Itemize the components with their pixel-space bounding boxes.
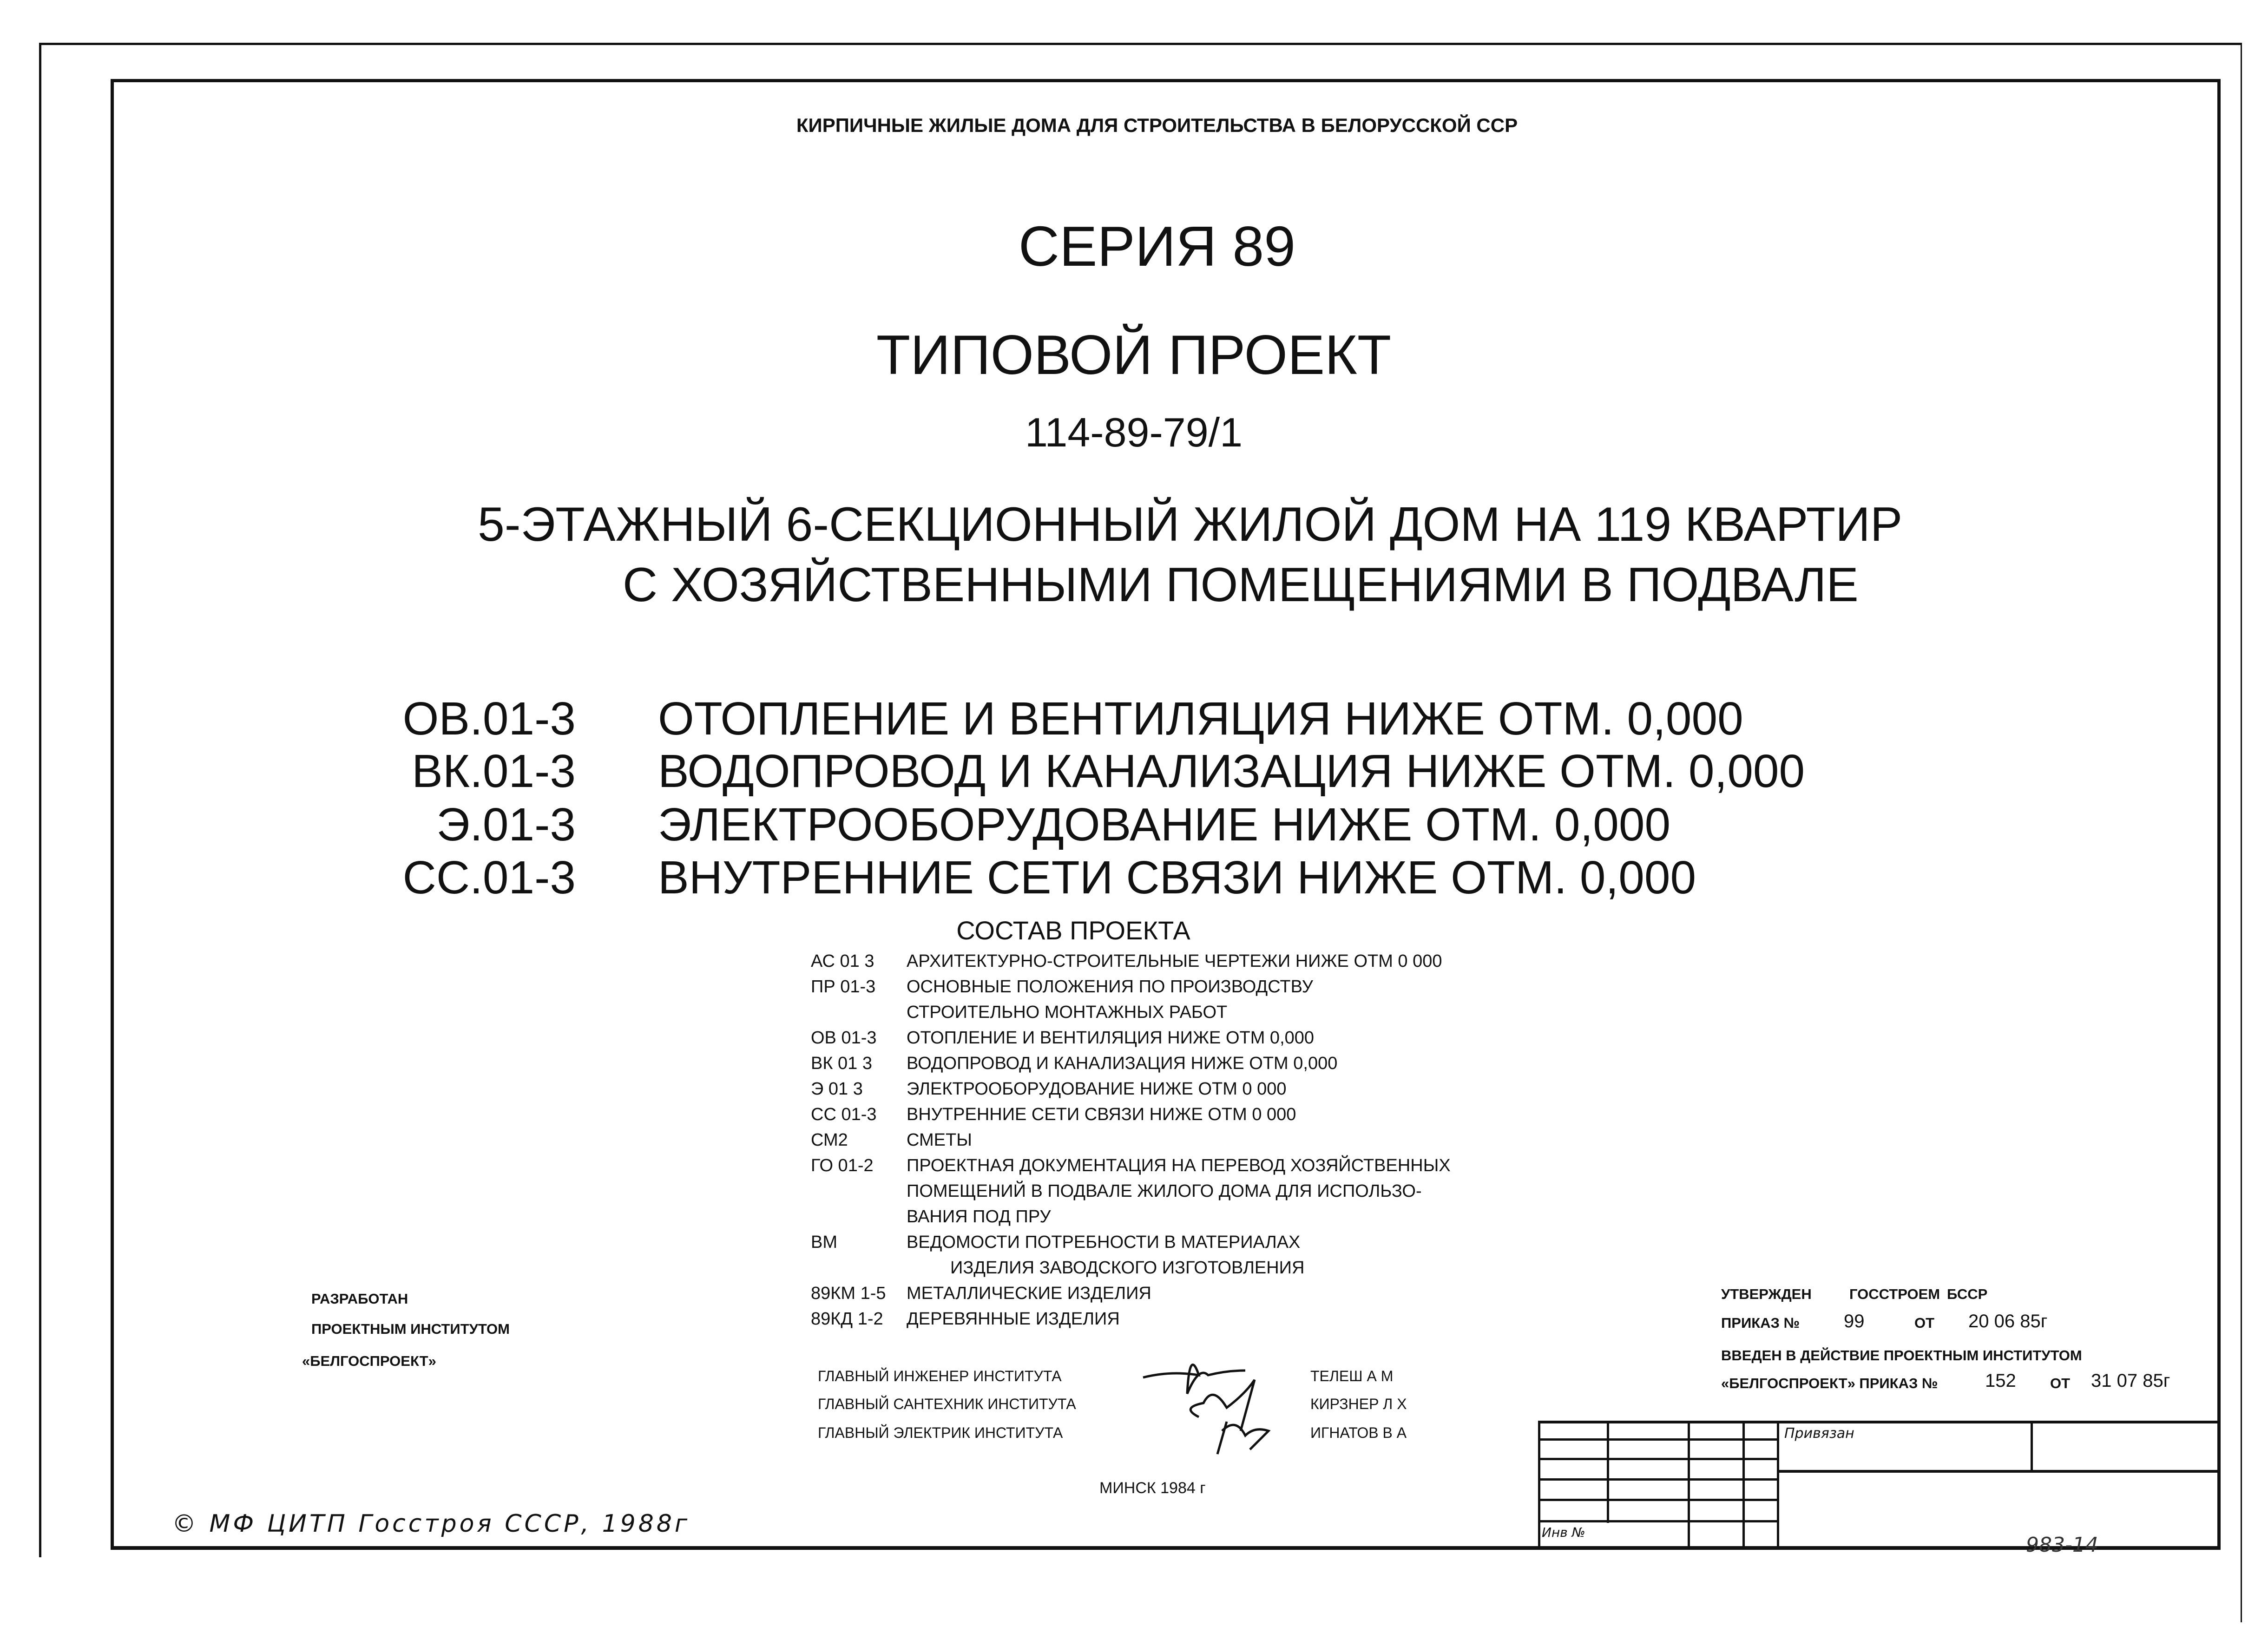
order2-date: 31 07 85г — [2091, 1371, 2170, 1391]
composition-text: ВОДОПРОВОД И КАНАЛИЗАЦИЯ НИЖЕ ОТМ 0,000 — [907, 1054, 1338, 1073]
composition-title: СОСТАВ ПРОЕКТА — [956, 916, 1190, 945]
signatory-name: КИРЗНЕР Л Х — [1310, 1396, 1407, 1412]
section-code: Э.01-3 — [436, 799, 576, 851]
project-type: ТИПОВОЙ ПРОЕКТ — [876, 324, 1392, 386]
composition-text: ВАНИЯ ПОД ПРУ — [907, 1207, 1051, 1226]
inner-frame-top — [111, 79, 2220, 82]
signatory-role: ГЛАВНЫЙ ИНЖЕНЕР ИНСТИТУТА — [818, 1368, 1062, 1384]
composition-code: ВК 01 3 — [811, 1054, 872, 1073]
series-title: СЕРИЯ 89 — [1018, 215, 1296, 278]
title-line-2: С ХОЗЯЙСТВЕННЫМИ ПОМЕЩЕНИЯМИ В ПОДВАЛЕ — [623, 558, 1859, 612]
composition-code: ГО 01-2 — [811, 1156, 874, 1175]
composition-code: 89КД 1-2 — [811, 1309, 883, 1329]
order-label: ПРИКАЗ № — [1721, 1315, 1800, 1331]
composition-code: СМ2 — [811, 1130, 848, 1150]
order-number: 99 — [1844, 1311, 1865, 1331]
inventory-number-label: Инв № — [1542, 1525, 1585, 1540]
section-text: ЭЛЕКТРООБОРУДОВАНИЕ НИЖЕ ОТМ. 0,000 — [658, 799, 1671, 851]
copyright-note: © МФ ЦИТП Госстроя СССР, 1988г — [172, 1510, 690, 1538]
composition-text: СМЕТЫ — [907, 1130, 972, 1150]
composition-text: АРХИТЕКТУРНО-СТРОИТЕЛЬНЫЕ ЧЕРТЕЖИ НИЖЕ ОТМ 0 000 — [907, 951, 1442, 971]
composition-text: СТРОИТЕЛЬНО МОНТАЖНЫХ РАБОТ — [907, 1003, 1228, 1022]
outer-frame-right — [2241, 43, 2242, 1622]
composition-code: ВМ — [811, 1233, 837, 1252]
signatures-image — [1134, 1338, 1310, 1459]
inner-frame-left — [111, 79, 114, 1549]
approval-region: БССР — [1947, 1286, 1988, 1302]
composition-text: ДЕРЕВЯННЫЕ ИЗДЕЛИЯ — [907, 1309, 1120, 1329]
composition-code: ПР 01-3 — [811, 977, 876, 997]
signatory-role: ГЛАВНЫЙ САНТЕХНИК ИНСТИТУТА — [818, 1396, 1076, 1412]
section-code: ВК.01-3 — [412, 745, 576, 797]
composition-text: ПРОЕКТНАЯ ДОКУМЕНТАЦИЯ НА ПЕРЕВОД ХОЗЯЙСТВЕННЫХ — [907, 1156, 1451, 1175]
composition-code: ОВ 01-3 — [811, 1028, 877, 1048]
composition-text: ОТОПЛЕНИЕ И ВЕНТИЛЯЦИЯ НИЖЕ ОТМ 0,000 — [907, 1028, 1315, 1048]
bound-label: Привязан — [1784, 1425, 1854, 1442]
order2-from-label: ОТ — [2050, 1375, 2071, 1391]
approval-label: УТВЕРЖДЕН — [1721, 1286, 1812, 1302]
composition-code: АС 01 3 — [811, 951, 874, 971]
composition-code: 89КМ 1-5 — [811, 1284, 886, 1303]
approval-org: ГОССТРОЕМ — [1849, 1286, 1940, 1302]
outer-frame-left — [39, 43, 41, 1557]
signatory-role: ГЛАВНЫЙ ЭЛЕКТРИК ИНСТИТУТА — [818, 1424, 1063, 1441]
inner-frame-right — [2217, 79, 2221, 1549]
developer-line: РАЗРАБОТАН — [311, 1291, 408, 1307]
approval-line4-org: «БЕЛГОСПРОЕКТ» ПРИКАЗ № — [1721, 1375, 1938, 1391]
archive-number: 983-14 — [2026, 1533, 2098, 1557]
section-text: ВОДОПРОВОД И КАНАЛИЗАЦИЯ НИЖЕ ОТМ. 0,000 — [658, 745, 1805, 797]
place-year: МИНСК 1984 г — [1099, 1479, 1206, 1497]
composition-code: СС 01-3 — [811, 1105, 877, 1124]
signatory-name: ИГНАТОВ В А — [1310, 1424, 1407, 1441]
composition-text: ОСНОВНЫЕ ПОЛОЖЕНИЯ ПО ПРОИЗВОДСТВУ — [907, 977, 1313, 997]
composition-text: ИЗДЕЛИЯ ЗАВОДСКОГО ИЗГОТОВЛЕНИЯ — [950, 1258, 1305, 1278]
composition-text: ВЕДОМОСТИ ПОТРЕБНОСТИ В МАТЕРИАЛАХ — [907, 1233, 1301, 1252]
order-date: 20 06 85г — [1968, 1311, 2048, 1331]
outer-frame-top — [39, 43, 2242, 45]
project-number: 114-89-79/1 — [1025, 409, 1243, 455]
section-text: ОТОПЛЕНИЕ И ВЕНТИЛЯЦИЯ НИЖЕ ОТМ. 0,000 — [658, 693, 1743, 745]
title-block — [1538, 1421, 2220, 1547]
developer-line: «БЕЛГОСПРОЕКТ» — [302, 1353, 436, 1369]
composition-text: ВНУТРЕННИЕ СЕТИ СВЯЗИ НИЖЕ ОТМ 0 000 — [907, 1105, 1296, 1124]
order-from-label: ОТ — [1914, 1315, 1935, 1331]
signatory-name: ТЕЛЕШ А М — [1310, 1368, 1394, 1384]
composition-code: Э 01 3 — [811, 1079, 863, 1099]
header-line: КИРПИЧНЫЕ ЖИЛЫЕ ДОМА ДЛЯ СТРОИТЕЛЬСТВА В БЕЛОРУССКОЙ ССР — [796, 114, 1518, 136]
section-code: ОВ.01-3 — [402, 693, 576, 745]
title-line-1: 5-ЭТАЖНЫЙ 6-СЕКЦИОННЫЙ ЖИЛОЙ ДОМ НА 119 КВАРТИР — [478, 498, 1903, 551]
section-text: ВНУТРЕННИЕ СЕТИ СВЯЗИ НИЖЕ ОТМ. 0,000 — [658, 852, 1696, 904]
developer-line: ПРОЕКТНЫМ ИНСТИТУТОМ — [311, 1321, 510, 1337]
approval-line3: ВВЕДЕН В ДЕЙСТВИЕ ПРОЕКТНЫМ ИНСТИТУТОМ — [1721, 1347, 2082, 1364]
section-code: СС.01-3 — [402, 852, 576, 904]
composition-text: МЕТАЛЛИЧЕСКИЕ ИЗДЕЛИЯ — [907, 1284, 1151, 1303]
composition-text: ПОМЕЩЕНИЙ В ПОДВАЛЕ ЖИЛОГО ДОМА ДЛЯ ИСПОЛЬЗО- — [907, 1181, 1422, 1201]
order2-number: 152 — [1985, 1371, 2016, 1391]
composition-text: ЭЛЕКТРООБОРУДОВАНИЕ НИЖЕ ОТМ 0 000 — [907, 1079, 1287, 1099]
